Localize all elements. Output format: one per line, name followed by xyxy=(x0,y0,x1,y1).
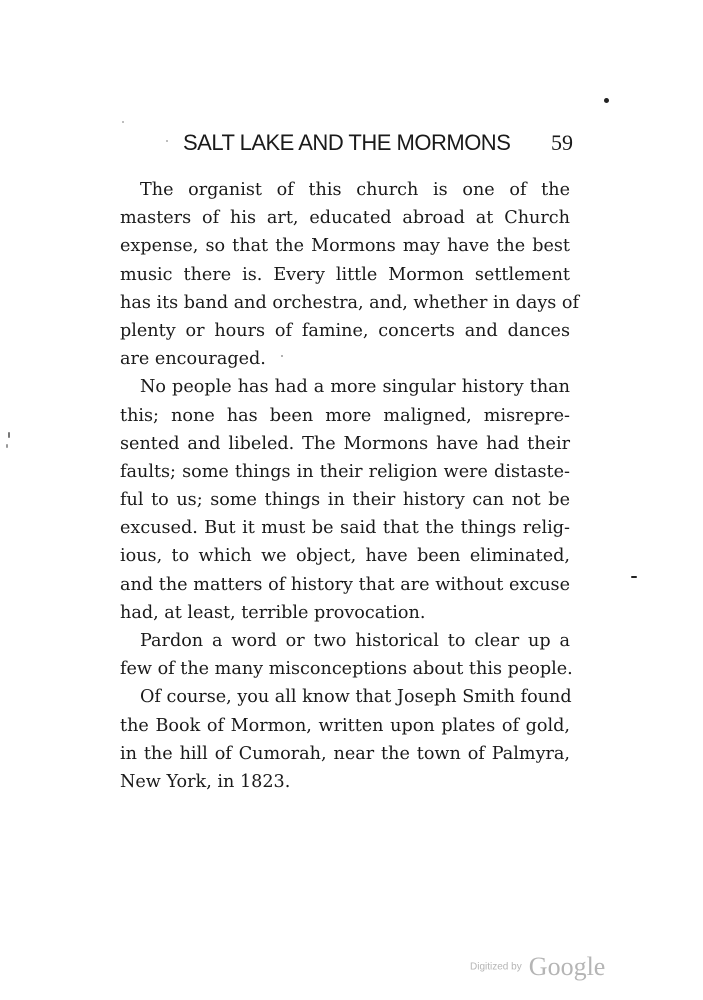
paragraph xyxy=(120,176,580,373)
watermark-prefix: Digitized by xyxy=(470,961,522,973)
scan-speck xyxy=(122,121,124,123)
google-watermark xyxy=(470,952,605,982)
text-line: in the hill of Cumorah, near the town of Palmyra, xyxy=(120,743,570,764)
text-line: the Book of Mormon, written upon plates of gold, xyxy=(120,715,570,736)
text-line: faults; some things in their religion were distaste- xyxy=(120,461,570,482)
text-line: has its band and orchestra, and, whether in days of xyxy=(120,292,580,313)
text-line: sented and libeled. The Mormons have had their xyxy=(120,433,570,454)
scan-speck xyxy=(166,140,168,142)
text-line: music there is. Every little Mormon settlement xyxy=(120,264,570,285)
text-line: few of the many misconceptions about this people. xyxy=(120,659,573,680)
paragraph xyxy=(120,627,573,683)
text-line: Of course, you all know that Joseph Smith found xyxy=(140,687,572,708)
text-line: excused. But it must be said that the things relig- xyxy=(120,518,570,539)
scan-speck xyxy=(8,432,10,438)
body-text xyxy=(120,176,580,796)
paragraph xyxy=(120,683,570,796)
text-line: The organist of this church is one of the xyxy=(140,180,570,200)
text-line: masters of his art, educated abroad at Church xyxy=(120,208,570,229)
paragraph xyxy=(120,373,570,627)
text-line: ious, to which we object, have been eliminated, xyxy=(120,546,570,567)
text-line: No people has had a more singular history than xyxy=(140,377,570,398)
text-line: are encouraged. xyxy=(120,349,266,370)
scan-speck xyxy=(604,98,609,103)
text-line: Pardon a word or two historical to clear up a xyxy=(140,631,570,651)
running-head xyxy=(183,130,573,160)
text-line: New York, in 1823. xyxy=(120,771,291,792)
scan-speck xyxy=(281,355,283,357)
text-line: ful to us; some things in their history can not be xyxy=(120,490,570,511)
text-line: this; none has been more maligned, misrepre- xyxy=(120,405,570,426)
text-line: plenty or hours of famine, concerts and dances xyxy=(120,320,570,341)
text-line: expense, so that the Mormons may have the best xyxy=(120,236,570,257)
google-logo: Google xyxy=(528,952,606,981)
scan-speck xyxy=(631,576,637,578)
text-line: had, at least, terrible provocation. xyxy=(120,602,426,623)
page-number: 59 xyxy=(551,130,573,155)
text-line: and the matters of history that are without excuse xyxy=(120,574,570,595)
running-title: SALT LAKE AND THE MORMONS xyxy=(183,130,511,155)
scan-speck xyxy=(6,444,8,448)
